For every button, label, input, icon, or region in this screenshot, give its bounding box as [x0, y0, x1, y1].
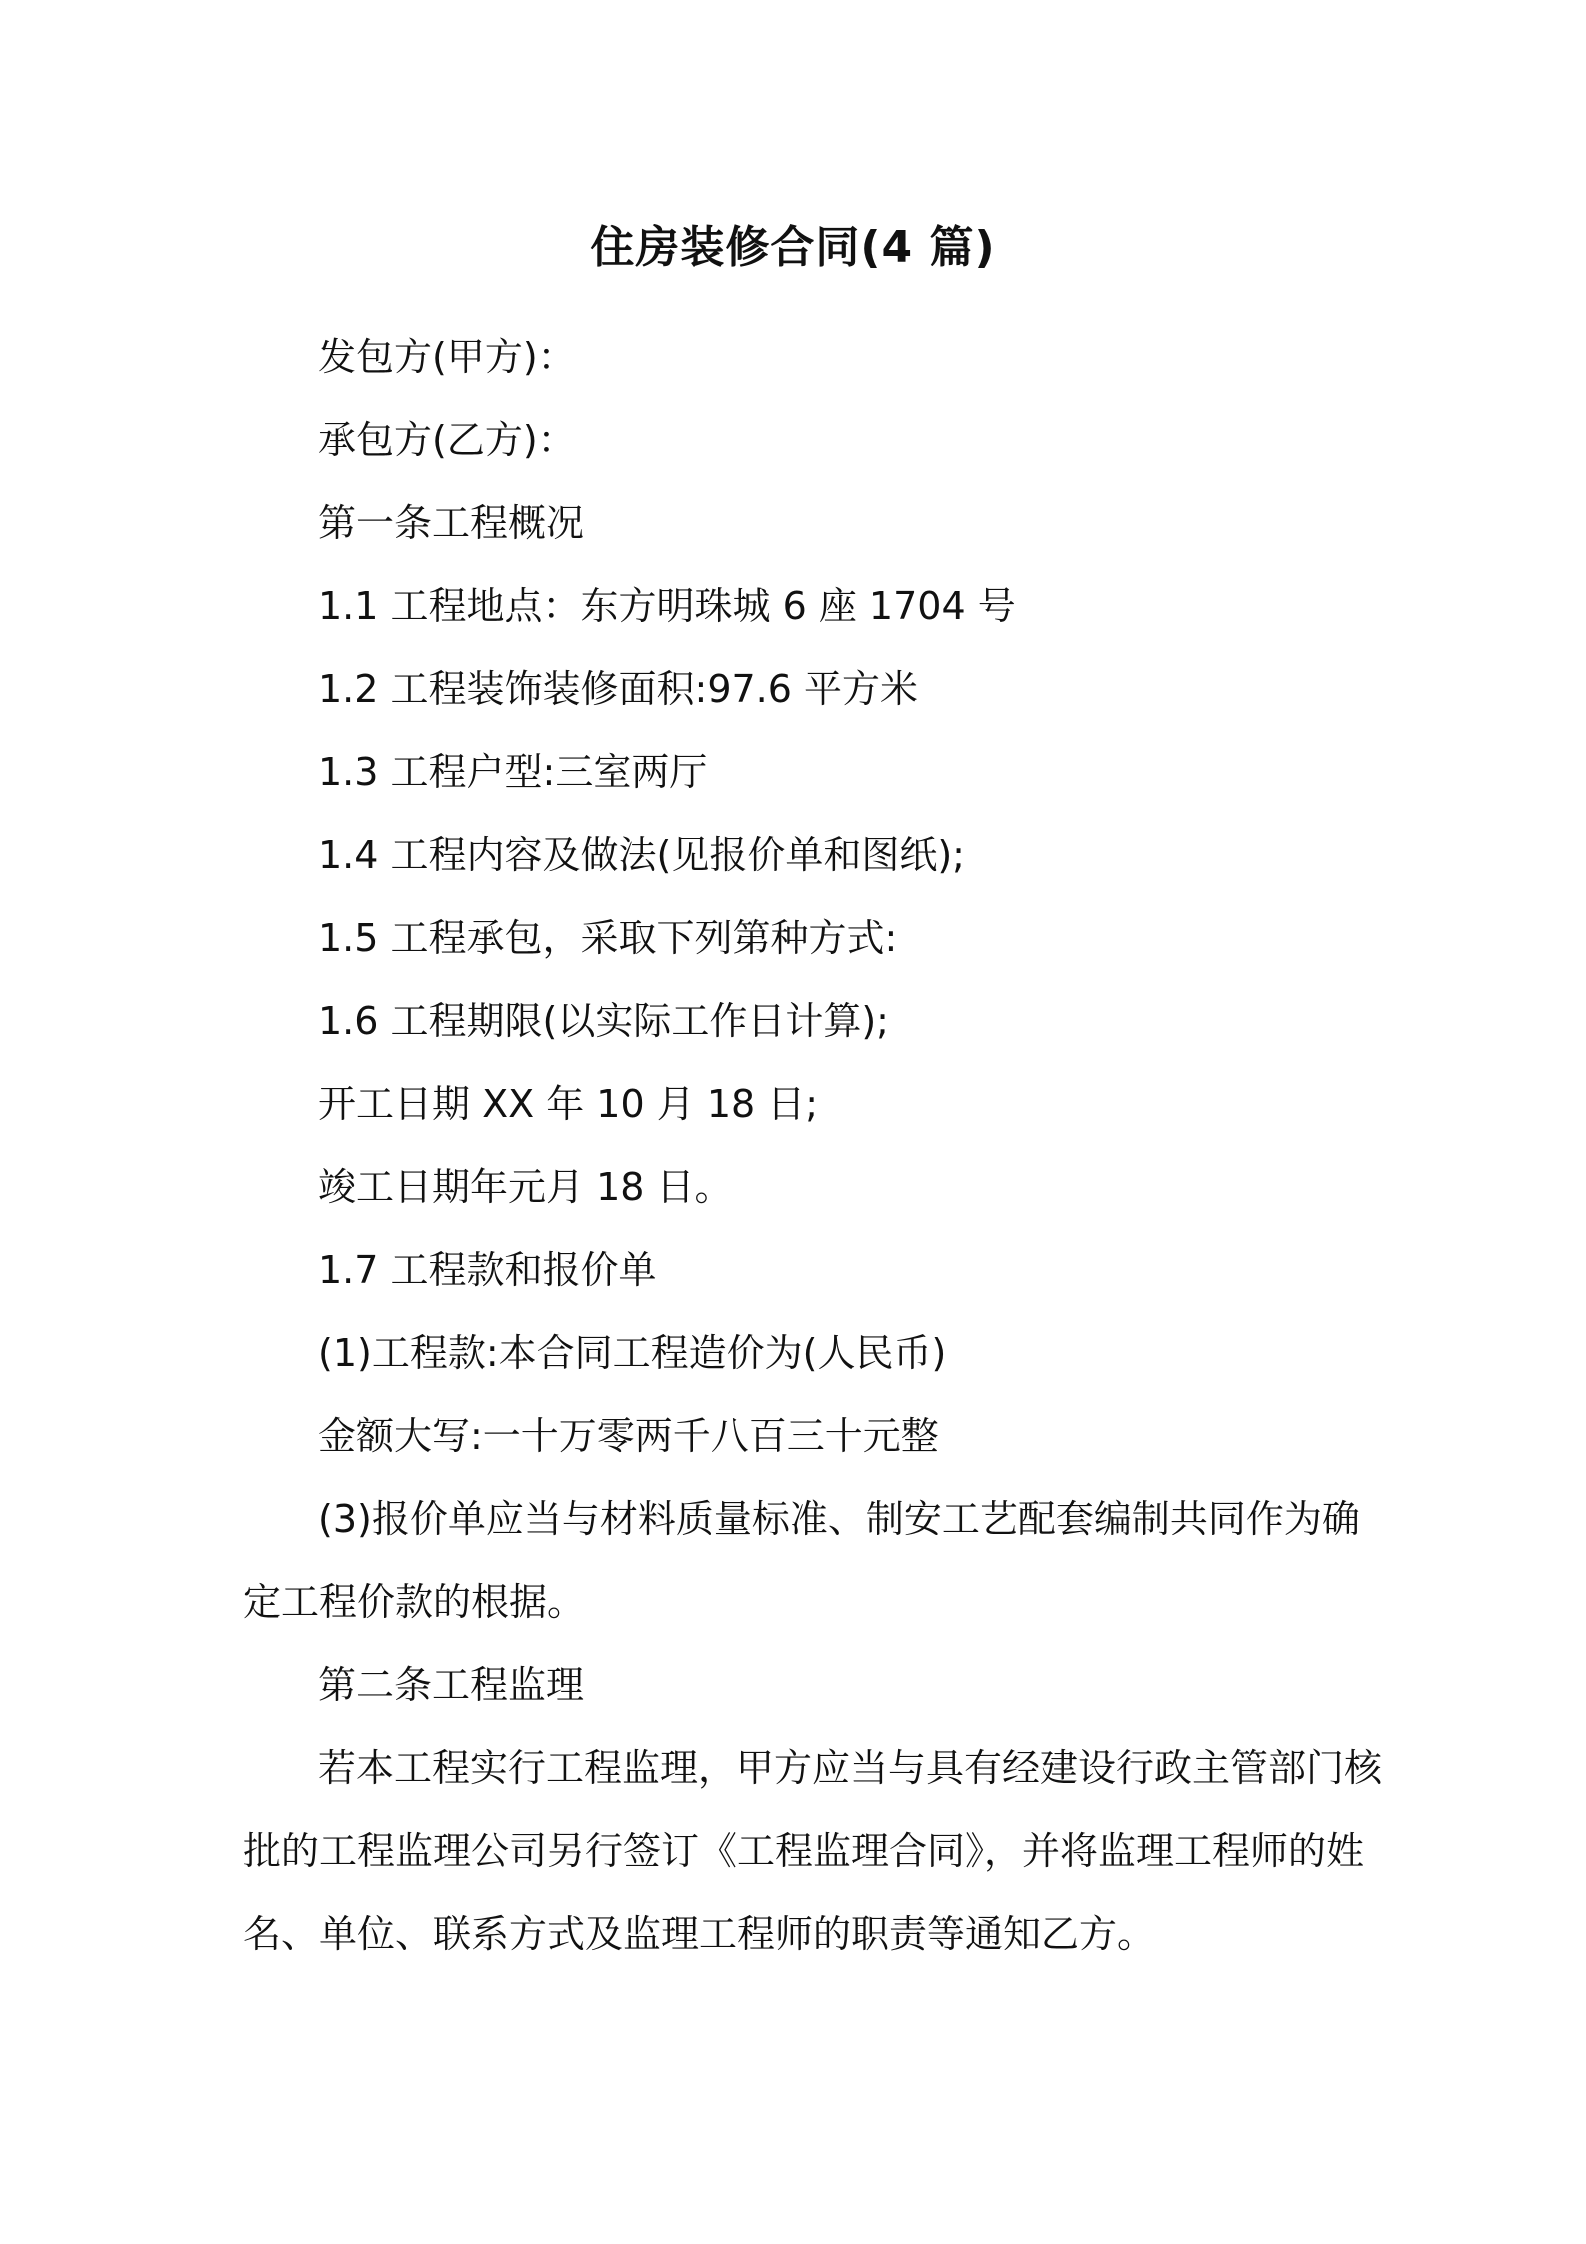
party-a-line: 发包方(甲方)： [318, 335, 576, 379]
supervision-paragraph-line-3: 名、单位、联系方式及监理工程师的职责等通知乙方。 [243, 1912, 1156, 1956]
clause-1-5: 1.5 工程承包，采取下列第种方式: [318, 916, 898, 960]
supervision-paragraph-line-2: 批的工程监理公司另行签订《工程监理合同》，并将监理工程师的姓 [243, 1829, 1365, 1873]
payment-line: (1)工程款:本合同工程造价为(人民币) [318, 1331, 947, 1375]
completion-date-line: 竣工日期年元月 18 日。 [318, 1165, 733, 1209]
amount-in-words-line: 金额大写:一十万零两千八百三十元整 [318, 1414, 939, 1458]
document-title: 住房装修合同(4 篇) [590, 222, 996, 273]
quotation-paragraph-line-2: 定工程价款的根据。 [243, 1580, 586, 1624]
clause-1-1: 1.1 工程地点：东方明珠城 6 座 1704 号 [318, 584, 1016, 628]
article-1-heading: 第一条工程概况 [318, 501, 585, 545]
clause-1-2: 1.2 工程装饰装修面积:97.6 平方米 [318, 667, 919, 711]
supervision-paragraph-line-1: 若本工程实行工程监理，甲方应当与具有经建设行政主管部门核 [318, 1746, 1383, 1790]
article-2-heading: 第二条工程监理 [318, 1663, 585, 1707]
quotation-paragraph-line-1: (3)报价单应当与材料质量标准、制安工艺配套编制共同作为确 [318, 1497, 1360, 1541]
clause-1-3: 1.3 工程户型:三室两厅 [318, 750, 708, 794]
clause-1-4: 1.4 工程内容及做法(见报价单和图纸); [318, 833, 965, 877]
clause-1-7: 1.7 工程款和报价单 [318, 1248, 657, 1292]
clause-1-6: 1.6 工程期限(以实际工作日计算); [318, 999, 889, 1043]
party-b-line: 承包方(乙方)： [318, 418, 576, 462]
start-date-line: 开工日期 XX 年 10 月 18 日; [318, 1082, 819, 1126]
